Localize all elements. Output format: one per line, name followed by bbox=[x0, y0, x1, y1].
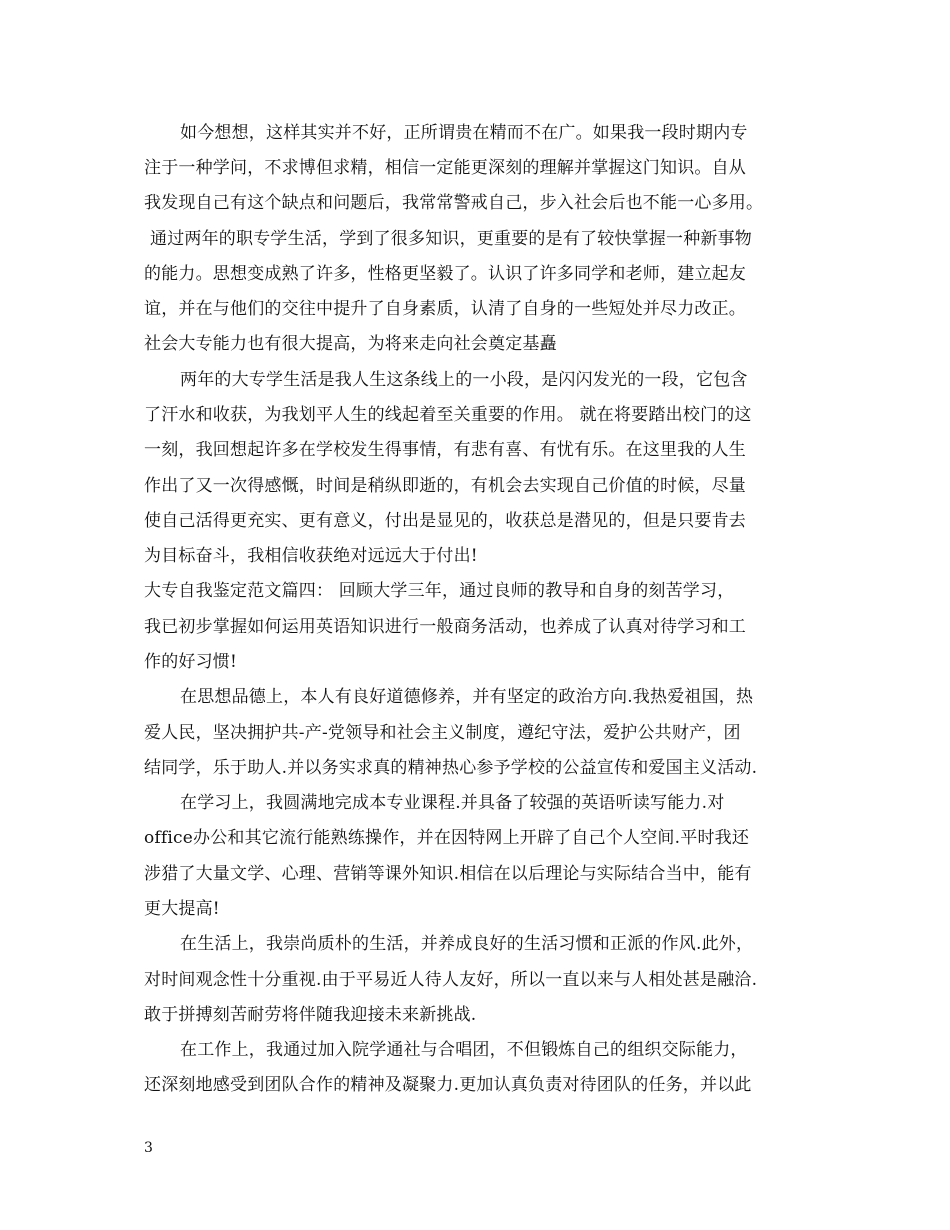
text-line-18: 爱人民，坚决拥护共-产-党领导和社会主义制度，遵纪守法，爱护公共财产，团 bbox=[144, 723, 741, 743]
text-line-28: 还深刻地感受到团队合作的精神及凝聚力.更加认真负责对待团队的任务，并以此 bbox=[144, 1075, 752, 1095]
text-line-26: 敢于拼搏刻苦耐劳将伴随我迎接未来新挑战. bbox=[144, 1005, 477, 1025]
text-line-20: 在学习上，我圆满地完成本专业课程.并具备了较强的英语听读写能力.对 bbox=[180, 793, 725, 813]
text-line-23: 更大提高! bbox=[144, 899, 220, 919]
text-line-11: 作出了又一次得感慨，时间是稍纵即逝的，有机会去实现自己价值的时候，尽量 bbox=[144, 476, 746, 496]
text-line-2: 注于一种学问，不求博但求精，相信一定能更深刻的理解并掌握这门知识。自从 bbox=[144, 158, 746, 178]
text-line-27: 在工作上，我通过加入院学通社与合唱团，不但锻炼自己的组织交际能力， bbox=[180, 1040, 748, 1060]
text-line-16: 作的好习惯! bbox=[144, 652, 238, 672]
text-line-21: office办公和其它流行能熟练操作，并在因特网上开辟了自己个人空间.平时我还 bbox=[144, 828, 750, 848]
text-line-12: 使自己活得更充实、更有意义，付出是显见的，收获总是潜见的，但是只要肯去 bbox=[144, 511, 746, 531]
text-line-4: 通过两年的职专学生活，学到了很多知识，更重要的是有了较快掌握一种新事物 bbox=[150, 229, 752, 249]
text-line-10: 一刻，我回想起许多在学校发生得事情，有悲有喜、有忧有乐。在这里我的人生 bbox=[144, 440, 746, 460]
text-line-24: 在生活上，我崇尚质朴的生活，并养成良好的生活习惯和正派的作风.此外， bbox=[180, 934, 754, 954]
page-number: 3 bbox=[144, 1140, 153, 1156]
text-line-8: 两年的大专学生活是我人生这条线上的一小段，是闪闪发光的一段，它包含 bbox=[180, 370, 748, 390]
text-line-1: 如今想想，这样其实并不好，正所谓贵在精而不在广。如果我一段时期内专 bbox=[180, 123, 748, 143]
text-line-6: 谊，并在与他们的交往中提升了自身素质，认清了自身的一些短处并尽力改正。 bbox=[144, 299, 746, 319]
text-line-7: 社会大专能力也有很大提高，为将来走向社会奠定基矗 bbox=[144, 334, 557, 354]
text-line-15: 我已初步掌握如何运用英语知识进行一般商务活动，也养成了认真对待学习和工 bbox=[144, 617, 746, 637]
text-line-13: 为目标奋斗，我相信收获绝对远远大于付出! bbox=[144, 546, 478, 566]
text-line-22: 涉猎了大量文学、心理、营销等课外知识.相信在以后理论与实际结合当中，能有 bbox=[144, 864, 752, 884]
text-line-9: 了汗水和收获，为我划平人生的线起着至关重要的作用。 就在将要踏出校门的这 bbox=[144, 405, 752, 425]
text-line-3: 我发现自己有这个缺点和问题后，我常常警戒自己，步入社会后也不能一心多用。 bbox=[144, 193, 764, 213]
text-line-14: 大专自我鉴定范文篇四： 回顾大学三年，通过良师的教导和自身的刻苦学习， bbox=[144, 581, 735, 601]
text-line-25: 对时间观念性十分重视.由于平易近人待人友好，所以一直以来与人相处甚是融洽. bbox=[144, 970, 758, 990]
text-line-5: 的能力。思想变成熟了许多，性格更坚毅了。认识了许多同学和老师，建立起友 bbox=[144, 264, 746, 284]
text-line-19: 结同学，乐于助人.并以务实求真的精神热心参予学校的公益宣传和爱国主义活动. bbox=[144, 758, 758, 778]
text-line-17: 在思想品德上，本人有良好道德修养，并有坚定的政治方向.我热爱祖国，热 bbox=[180, 687, 754, 707]
